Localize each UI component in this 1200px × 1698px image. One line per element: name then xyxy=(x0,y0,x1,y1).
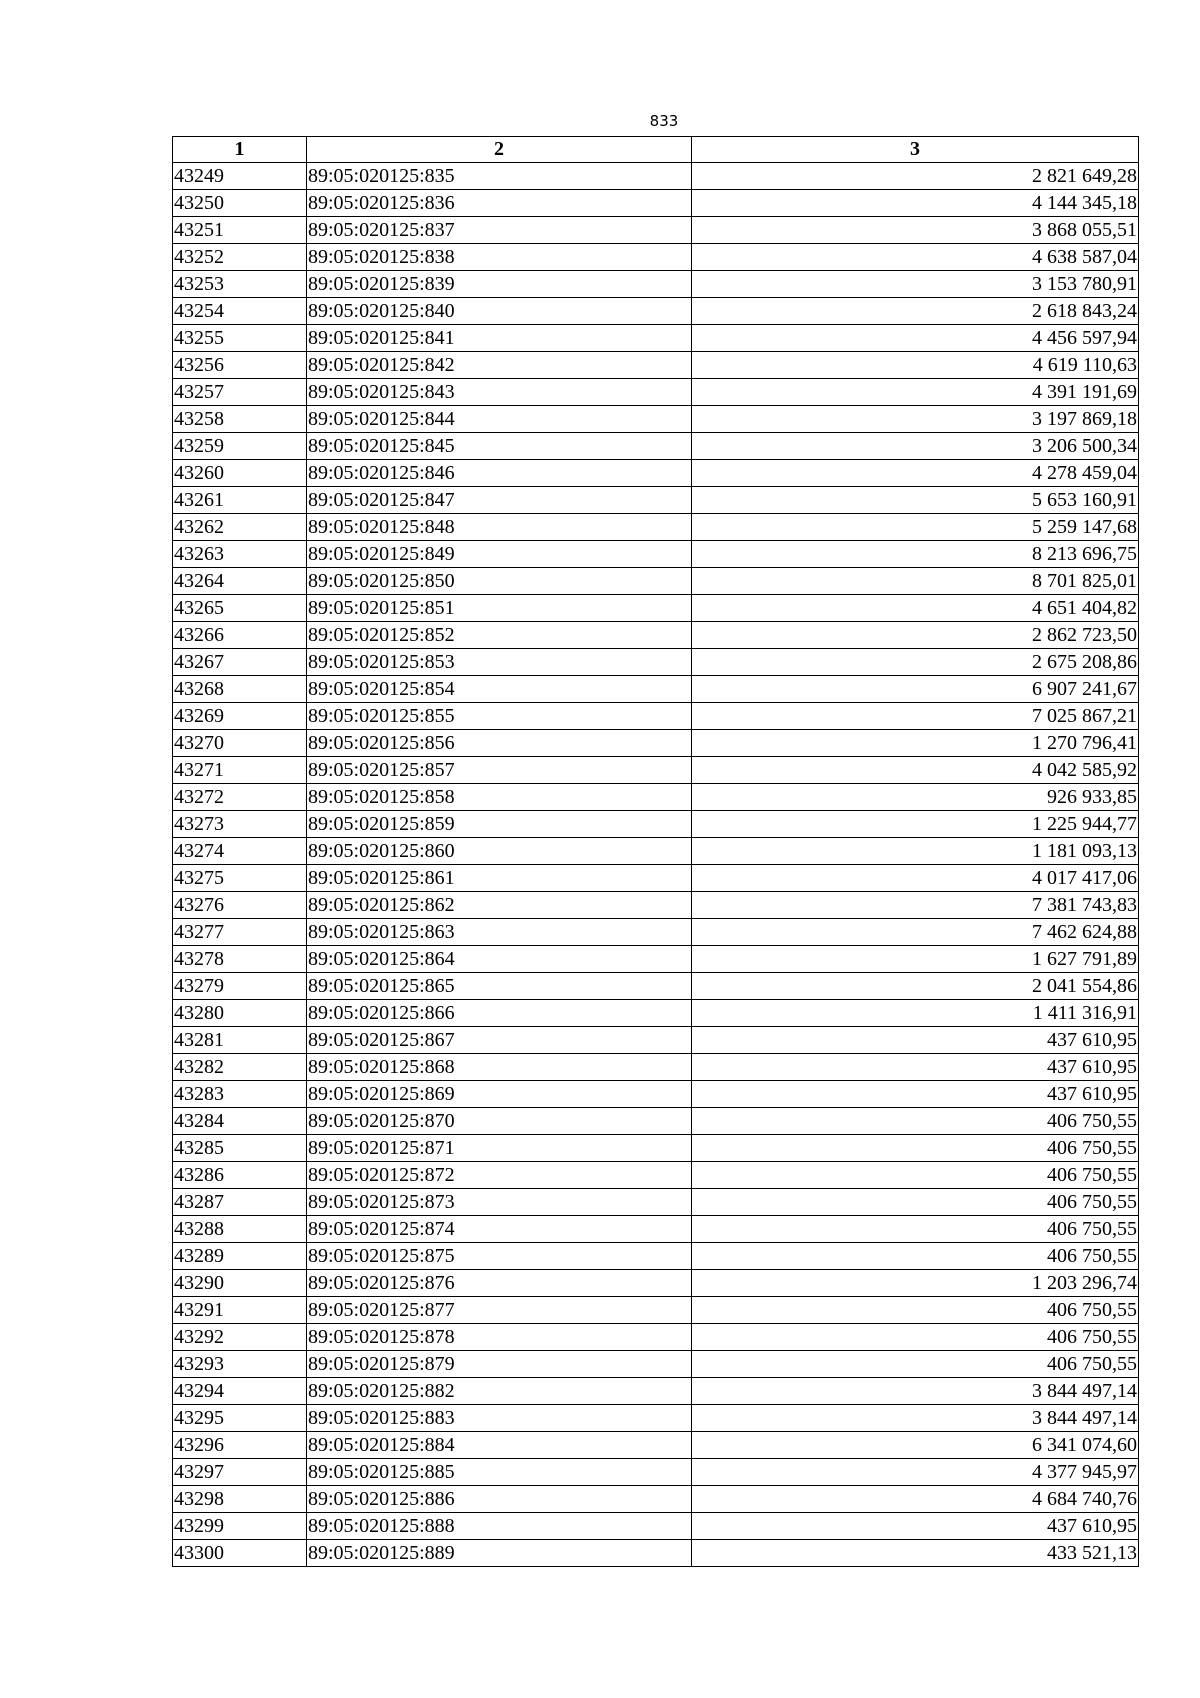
cadastral-number-cell: 89:05:020125:883 xyxy=(307,1405,692,1432)
table-row xyxy=(173,1000,1139,1027)
cadastral-number-cell: 89:05:020125:878 xyxy=(307,1324,692,1351)
row-number-cell: 43277 xyxy=(173,919,307,946)
row-number-cell: 43274 xyxy=(173,838,307,865)
table-row xyxy=(173,865,1139,892)
row-number-cell: 43279 xyxy=(173,973,307,1000)
row-number-cell: 43276 xyxy=(173,892,307,919)
value-cell: 2 675 208,86 xyxy=(692,649,1139,676)
value-cell: 7 462 624,88 xyxy=(692,919,1139,946)
row-number-cell: 43265 xyxy=(173,595,307,622)
table-row xyxy=(173,217,1139,244)
value-cell: 406 750,55 xyxy=(692,1216,1139,1243)
table-row xyxy=(173,649,1139,676)
row-number-cell: 43296 xyxy=(173,1432,307,1459)
value-cell: 406 750,55 xyxy=(692,1324,1139,1351)
table-row xyxy=(173,1162,1139,1189)
value-cell: 406 750,55 xyxy=(692,1189,1139,1216)
table-row xyxy=(173,919,1139,946)
table-row xyxy=(173,1324,1139,1351)
cadastral-number-cell: 89:05:020125:841 xyxy=(307,325,692,352)
row-number-cell: 43275 xyxy=(173,865,307,892)
value-cell: 3 868 055,51 xyxy=(692,217,1139,244)
table-row xyxy=(173,379,1139,406)
row-number-cell: 43295 xyxy=(173,1405,307,1432)
cadastral-number-cell: 89:05:020125:856 xyxy=(307,730,692,757)
cadastral-number-cell: 89:05:020125:879 xyxy=(307,1351,692,1378)
row-number-cell: 43272 xyxy=(173,784,307,811)
table-row xyxy=(173,946,1139,973)
row-number-cell: 43264 xyxy=(173,568,307,595)
row-number-cell: 43250 xyxy=(173,190,307,217)
row-number-cell: 43298 xyxy=(173,1486,307,1513)
value-cell: 7 381 743,83 xyxy=(692,892,1139,919)
cadastral-number-cell: 89:05:020125:848 xyxy=(307,514,692,541)
cadastral-number-cell: 89:05:020125:849 xyxy=(307,541,692,568)
row-number-cell: 43260 xyxy=(173,460,307,487)
value-cell: 437 610,95 xyxy=(692,1027,1139,1054)
table-row xyxy=(173,838,1139,865)
cadastral-number-cell: 89:05:020125:866 xyxy=(307,1000,692,1027)
value-cell: 1 225 944,77 xyxy=(692,811,1139,838)
row-number-cell: 43293 xyxy=(173,1351,307,1378)
value-cell: 3 197 869,18 xyxy=(692,406,1139,433)
value-cell: 2 041 554,86 xyxy=(692,973,1139,1000)
value-cell: 437 610,95 xyxy=(692,1054,1139,1081)
row-number-cell: 43258 xyxy=(173,406,307,433)
cadastral-number-cell: 89:05:020125:846 xyxy=(307,460,692,487)
row-number-cell: 43251 xyxy=(173,217,307,244)
cadastral-number-cell: 89:05:020125:860 xyxy=(307,838,692,865)
value-cell: 4 619 110,63 xyxy=(692,352,1139,379)
value-cell: 4 638 587,04 xyxy=(692,244,1139,271)
value-cell: 4 144 345,18 xyxy=(692,190,1139,217)
table-row xyxy=(173,1486,1139,1513)
row-number-cell: 43257 xyxy=(173,379,307,406)
cadastral-number-cell: 89:05:020125:873 xyxy=(307,1189,692,1216)
value-cell: 4 684 740,76 xyxy=(692,1486,1139,1513)
column-header-3: 3 xyxy=(692,137,1139,163)
cadastral-number-cell: 89:05:020125:847 xyxy=(307,487,692,514)
table-row xyxy=(173,298,1139,325)
table-row xyxy=(173,703,1139,730)
value-cell: 406 750,55 xyxy=(692,1108,1139,1135)
cadastral-number-cell: 89:05:020125:876 xyxy=(307,1270,692,1297)
value-cell: 4 017 417,06 xyxy=(692,865,1139,892)
cadastral-number-cell: 89:05:020125:886 xyxy=(307,1486,692,1513)
row-number-cell: 43255 xyxy=(173,325,307,352)
row-number-cell: 43286 xyxy=(173,1162,307,1189)
table-row xyxy=(173,433,1139,460)
table-row xyxy=(173,1054,1139,1081)
table-row xyxy=(173,622,1139,649)
row-number-cell: 43284 xyxy=(173,1108,307,1135)
table-row xyxy=(173,1135,1139,1162)
table-row xyxy=(173,487,1139,514)
table-row xyxy=(173,163,1139,190)
value-cell: 8 701 825,01 xyxy=(692,568,1139,595)
cadastral-number-cell: 89:05:020125:885 xyxy=(307,1459,692,1486)
row-number-cell: 43249 xyxy=(173,163,307,190)
value-cell: 4 391 191,69 xyxy=(692,379,1139,406)
row-number-cell: 43273 xyxy=(173,811,307,838)
table-row xyxy=(173,1216,1139,1243)
cadastral-number-cell: 89:05:020125:889 xyxy=(307,1540,692,1567)
table-row xyxy=(173,892,1139,919)
value-cell: 437 610,95 xyxy=(692,1081,1139,1108)
cadastral-number-cell: 89:05:020125:843 xyxy=(307,379,692,406)
table-row xyxy=(173,1081,1139,1108)
table-row xyxy=(173,595,1139,622)
value-cell: 433 521,13 xyxy=(692,1540,1139,1567)
table-row xyxy=(173,1432,1139,1459)
cadastral-number-cell: 89:05:020125:850 xyxy=(307,568,692,595)
table-row xyxy=(173,271,1139,298)
cadastral-number-cell: 89:05:020125:844 xyxy=(307,406,692,433)
row-number-cell: 43259 xyxy=(173,433,307,460)
cadastral-number-cell: 89:05:020125:839 xyxy=(307,271,692,298)
row-number-cell: 43292 xyxy=(173,1324,307,1351)
value-cell: 7 025 867,21 xyxy=(692,703,1139,730)
table-row xyxy=(173,1027,1139,1054)
cadastral-number-cell: 89:05:020125:874 xyxy=(307,1216,692,1243)
value-cell: 4 651 404,82 xyxy=(692,595,1139,622)
cadastral-number-cell: 89:05:020125:840 xyxy=(307,298,692,325)
table-row xyxy=(173,190,1139,217)
table-body xyxy=(173,163,1139,1567)
cadastral-number-cell: 89:05:020125:835 xyxy=(307,163,692,190)
column-header-1: 1 xyxy=(173,137,307,163)
cadastral-number-cell: 89:05:020125:855 xyxy=(307,703,692,730)
row-number-cell: 43268 xyxy=(173,676,307,703)
value-cell: 2 821 649,28 xyxy=(692,163,1139,190)
cadastral-number-cell: 89:05:020125:882 xyxy=(307,1378,692,1405)
value-cell: 5 653 160,91 xyxy=(692,487,1139,514)
cadastral-number-cell: 89:05:020125:861 xyxy=(307,865,692,892)
cadastral-number-cell: 89:05:020125:857 xyxy=(307,757,692,784)
cadastral-number-cell: 89:05:020125:838 xyxy=(307,244,692,271)
value-cell: 437 610,95 xyxy=(692,1513,1139,1540)
row-number-cell: 43287 xyxy=(173,1189,307,1216)
table-row xyxy=(173,676,1139,703)
row-number-cell: 43261 xyxy=(173,487,307,514)
cadastral-number-cell: 89:05:020125:837 xyxy=(307,217,692,244)
cadastral-number-cell: 89:05:020125:877 xyxy=(307,1297,692,1324)
row-number-cell: 43283 xyxy=(173,1081,307,1108)
cadastral-number-cell: 89:05:020125:851 xyxy=(307,595,692,622)
value-cell: 1 627 791,89 xyxy=(692,946,1139,973)
value-cell: 926 933,85 xyxy=(692,784,1139,811)
cadastral-number-cell: 89:05:020125:842 xyxy=(307,352,692,379)
value-cell: 6 907 241,67 xyxy=(692,676,1139,703)
row-number-cell: 43290 xyxy=(173,1270,307,1297)
table-row xyxy=(173,352,1139,379)
row-number-cell: 43253 xyxy=(173,271,307,298)
cadastral-number-cell: 89:05:020125:845 xyxy=(307,433,692,460)
cadastral-number-cell: 89:05:020125:836 xyxy=(307,190,692,217)
table-row xyxy=(173,1405,1139,1432)
cadastral-number-cell: 89:05:020125:858 xyxy=(307,784,692,811)
cadastral-number-cell: 89:05:020125:869 xyxy=(307,1081,692,1108)
row-number-cell: 43300 xyxy=(173,1540,307,1567)
value-cell: 8 213 696,75 xyxy=(692,541,1139,568)
table-row xyxy=(173,406,1139,433)
row-number-cell: 43289 xyxy=(173,1243,307,1270)
cadastral-number-cell: 89:05:020125:884 xyxy=(307,1432,692,1459)
table-row xyxy=(173,1189,1139,1216)
value-cell: 1 411 316,91 xyxy=(692,1000,1139,1027)
value-cell: 2 862 723,50 xyxy=(692,622,1139,649)
table-row xyxy=(173,1540,1139,1567)
table-row xyxy=(173,1378,1139,1405)
cadastral-number-cell: 89:05:020125:875 xyxy=(307,1243,692,1270)
value-cell: 4 042 585,92 xyxy=(692,757,1139,784)
value-cell: 4 278 459,04 xyxy=(692,460,1139,487)
value-cell: 406 750,55 xyxy=(692,1243,1139,1270)
row-number-cell: 43282 xyxy=(173,1054,307,1081)
value-cell: 3 844 497,14 xyxy=(692,1378,1139,1405)
page-number: 833 xyxy=(649,112,679,130)
cadastral-number-cell: 89:05:020125:862 xyxy=(307,892,692,919)
cadastral-number-cell: 89:05:020125:853 xyxy=(307,649,692,676)
table-row xyxy=(173,541,1139,568)
row-number-cell: 43299 xyxy=(173,1513,307,1540)
row-number-cell: 43288 xyxy=(173,1216,307,1243)
row-number-cell: 43267 xyxy=(173,649,307,676)
row-number-cell: 43252 xyxy=(173,244,307,271)
column-header-2: 2 xyxy=(307,137,692,163)
cadastral-number-cell: 89:05:020125:872 xyxy=(307,1162,692,1189)
value-cell: 6 341 074,60 xyxy=(692,1432,1139,1459)
value-cell: 3 153 780,91 xyxy=(692,271,1139,298)
table-row xyxy=(173,811,1139,838)
value-cell: 2 618 843,24 xyxy=(692,298,1139,325)
row-number-cell: 43271 xyxy=(173,757,307,784)
row-number-cell: 43254 xyxy=(173,298,307,325)
value-cell: 3 206 500,34 xyxy=(692,433,1139,460)
table-row xyxy=(173,1270,1139,1297)
table-row xyxy=(173,757,1139,784)
value-cell: 1 181 093,13 xyxy=(692,838,1139,865)
cadastral-number-cell: 89:05:020125:864 xyxy=(307,946,692,973)
row-number-cell: 43281 xyxy=(173,1027,307,1054)
table-row xyxy=(173,244,1139,271)
value-cell: 406 750,55 xyxy=(692,1135,1139,1162)
row-number-cell: 43285 xyxy=(173,1135,307,1162)
value-cell: 406 750,55 xyxy=(692,1351,1139,1378)
cadastral-number-cell: 89:05:020125:854 xyxy=(307,676,692,703)
table-row xyxy=(173,1297,1139,1324)
row-number-cell: 43297 xyxy=(173,1459,307,1486)
row-number-cell: 43256 xyxy=(173,352,307,379)
row-number-cell: 43263 xyxy=(173,541,307,568)
table-row xyxy=(173,973,1139,1000)
value-cell: 4 377 945,97 xyxy=(692,1459,1139,1486)
value-cell: 406 750,55 xyxy=(692,1162,1139,1189)
value-cell: 1 203 296,74 xyxy=(692,1270,1139,1297)
cadastral-number-cell: 89:05:020125:868 xyxy=(307,1054,692,1081)
row-number-cell: 43278 xyxy=(173,946,307,973)
table-row xyxy=(173,568,1139,595)
table-row xyxy=(173,730,1139,757)
row-number-cell: 43280 xyxy=(173,1000,307,1027)
table-header-row xyxy=(173,137,1139,163)
value-cell: 3 844 497,14 xyxy=(692,1405,1139,1432)
cadastral-number-cell: 89:05:020125:871 xyxy=(307,1135,692,1162)
value-cell: 5 259 147,68 xyxy=(692,514,1139,541)
table-row xyxy=(173,325,1139,352)
cadastral-number-cell: 89:05:020125:863 xyxy=(307,919,692,946)
table-row xyxy=(173,1513,1139,1540)
cadastral-number-cell: 89:05:020125:865 xyxy=(307,973,692,1000)
value-cell: 1 270 796,41 xyxy=(692,730,1139,757)
value-cell: 4 456 597,94 xyxy=(692,325,1139,352)
cadastral-number-cell: 89:05:020125:852 xyxy=(307,622,692,649)
cadastral-number-cell: 89:05:020125:859 xyxy=(307,811,692,838)
table-row xyxy=(173,514,1139,541)
registry-table xyxy=(172,136,1139,1567)
value-cell: 406 750,55 xyxy=(692,1297,1139,1324)
table-row xyxy=(173,1108,1139,1135)
table-row xyxy=(173,460,1139,487)
row-number-cell: 43266 xyxy=(173,622,307,649)
table-row xyxy=(173,1351,1139,1378)
cadastral-number-cell: 89:05:020125:867 xyxy=(307,1027,692,1054)
cadastral-number-cell: 89:05:020125:870 xyxy=(307,1108,692,1135)
row-number-cell: 43291 xyxy=(173,1297,307,1324)
row-number-cell: 43270 xyxy=(173,730,307,757)
row-number-cell: 43262 xyxy=(173,514,307,541)
table-row xyxy=(173,1459,1139,1486)
row-number-cell: 43269 xyxy=(173,703,307,730)
table-row xyxy=(173,784,1139,811)
row-number-cell: 43294 xyxy=(173,1378,307,1405)
cadastral-number-cell: 89:05:020125:888 xyxy=(307,1513,692,1540)
table-row xyxy=(173,1243,1139,1270)
